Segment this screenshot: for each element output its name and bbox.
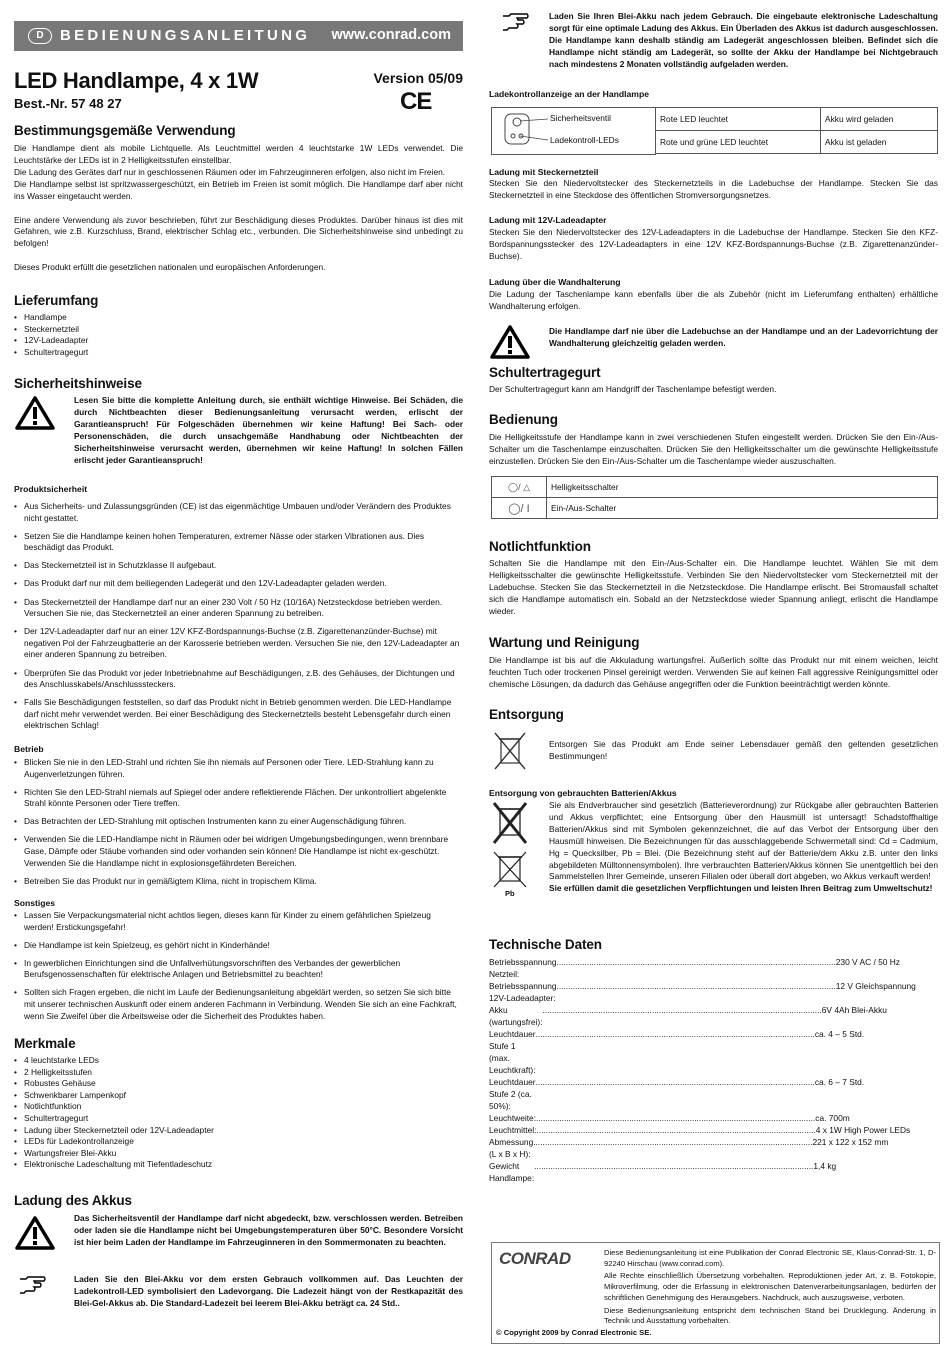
list-item: • Wartungsfreier Blei-Akku: [14, 1148, 463, 1160]
list-item: • Verwenden Sie die LED-Handlampe nicht in Räumen oder bei widrigen Umgebungsbedingungen, wenn brennbare Gase, Dämpfe oder Stäube vorhanden sind oder vorhanden sein können! Die Handlampe ist nicht ex-geschützt. Verwenden Sie die Handlampe nicht in explosionsgefährdeten Bereichen.: [14, 834, 463, 869]
tech-key: Leuchtdauer Stufe 2 (ca. 50%):: [489, 1077, 536, 1111]
tech-row: [489, 956, 900, 980]
ladung-12v-text: Stecken Sie den Niedervoltstecker des 12V-Ladeadapters in die Ladebuchse der Handlampe. Stecken Sie den KFZ-Bordspannungsstecker des 12V-Ladeadapters in eine 12V KFZ-Bordspannungs-Buchse (z.B. Zigarettenanzünder-Buchse).: [489, 227, 938, 261]
tech-value: 230 V AC / 50 Hz: [835, 957, 900, 967]
sonstiges-heading: Sonstiges: [14, 898, 56, 908]
list-item: • Robustes Gehäuse: [14, 1078, 463, 1090]
section-wartung: Wartung und Reinigung: [489, 635, 640, 650]
section-notlicht: Notlichtfunktion: [489, 539, 591, 554]
technik-list: [489, 956, 938, 1184]
list-item: • Setzen Sie die Handlampe keinen hohen Temperaturen, extremer Nässe oder starken Vibrationen aus. Dies beschädigt das Produkt.: [14, 531, 463, 554]
table-row: [492, 498, 938, 519]
table-cell: Akku wird geladen: [821, 108, 938, 131]
tech-leader: ........................................................................................................................: [556, 957, 836, 967]
list-item: • In gewerblichen Einrichtungen sind die Unfallverhütungsvorschriften des Verbandes der gewerblichen Berufsgenossenschaften für elektrische Anlagen und Betriebsmittel zu beachten!: [14, 958, 463, 981]
tech-row: [489, 1112, 850, 1124]
tech-leader: ........................................................................................................................: [533, 1137, 813, 1147]
list-item: • Die Handlampe ist kein Spielzeug, es gehört nicht in Kinderhände!: [14, 940, 463, 952]
batterien-text: Sie als Endverbraucher sind gesetzlich (Batterieverordnung) zur Rückgabe aller gebrauchten Batterien und Akkus verpflichtet; eine Entsorgung über den Hausmüll ist untersagt! Schadstoffhaltige Batterien/Akkus sind mit Symbolen gekennzeichnet, die auf das Verbot der Entsorgung über den Hausmüll hinweisen. Die Bezeichnungen für das ausschlaggebende Schwermetall sind: Cd = Cadmium, Hg = Quecksilber, Pb = Blei. (Die Bezeichnung steht auf der Batterie/dem Akku z.B. unter den links abgebildeten Mülltonnensymbolen). Ihre verbrauchten Batterien/Akkus können Sie unentgeltlich bei den Sammelstellen Ihrer Gemeinde, unseren Filialen oder überall dort abgeben, wo Akkus verkauft werden! Sie erfüllen damit die gesetzlichen Verpflichtungen und leisten Ihren Beitrag zum Umweltschutz!: [549, 800, 938, 894]
merkmale-list: [14, 1055, 463, 1171]
tech-key: Betriebsspannung Netzteil:: [489, 957, 557, 979]
tech-row: [489, 1136, 889, 1160]
tech-value: ca. 4 – 5 Std.: [814, 1029, 865, 1039]
list-item: • 4 leuchtstarke LEDs: [14, 1055, 463, 1067]
ladung-netz-text: Stecken Sie den Niedervoltstecker des Steckernetzteils in die Ladebuchse der Handlampe. Stecken Sie das Steckernetzteil in eine Steckdose des öffentlichen Stromversorgungsnetzes.: [489, 178, 938, 200]
notlicht-text: Schalten Sie die Handlampe mit den Ein-/Aus-Schalter ein. Die Handlampe leuchtet. Wählen Sie mit dem Helligkeitsschalter die gewünschte Helligkeitsstufe. Verbinden Sie den Niedervoltstecker vom Steckernetzteil mit der Ladebuchse. Stecken Sie das Steckernetzteil in die Netzsteckdose. Die Handlampe erlischt. Bei Stromausfall schaltet sich die Handlampe automatisch ein. Sobald an der Netzsteckdose wieder Spannung anliegt, erlischt die Handlampe wieder.: [489, 558, 938, 616]
list-item: • Richten Sie den LED-Strahl niemals auf Spiegel oder andere reflektierende Flächen. Der unkontrolliert abgelenkte Strahl könnte Personen oder Tiere treffen.: [14, 787, 463, 810]
tech-row: [489, 1028, 865, 1076]
list-item: • Das Produkt darf nur mit dem beiliegenden Ladegerät und den 12V-Ladeadapter geladen werden.: [14, 578, 463, 590]
tech-value: 1,4 kg: [813, 1161, 837, 1171]
betrieb-list: [14, 757, 463, 894]
crossed-bin-icon: [493, 731, 527, 771]
list-item: • Lassen Sie Verpackungsmaterial nicht achtlos liegen, dieses kann für Kinder zu einem gefährlichen Spielzeug werden! Erstickungsgefahr!: [14, 910, 463, 933]
tech-leader: ........................................................................................................................: [536, 1113, 816, 1123]
list-item: • 2 Helligkeitsstufen: [14, 1067, 463, 1079]
callout-lines: [520, 108, 550, 154]
tech-value: 4 x 1W High Power LEDs: [815, 1125, 911, 1135]
list-item: • Schwenkbarer Lampenkopf: [14, 1090, 463, 1102]
list-item: • Steckernetzteil: [14, 324, 463, 336]
label-ladekontroll-leds: Ladekontroll-LEDs: [550, 135, 619, 145]
tech-value: 6V 4Ah Blei-Akku: [821, 1005, 887, 1015]
section-entsorgung: Entsorgung: [489, 707, 564, 722]
ladekontroll-table: [655, 107, 938, 154]
tech-key: Abmessung (L x B x H):: [489, 1137, 534, 1159]
bedienung-text: Die Helligkeitsstufe der Handlampe kann in zwei verschiedenen Stufen eingestellt werden. Drücken Sie den Ein-/Aus-Schalter um die Taschenlampe einzuschalten. Drücken Sie den Helligkeitsschalter um die gewünschte Helligkeitsstufe einzustellen. Drücken Sie den Ein-/Aus-Schalter um die Taschenlampe wieder auszuschalten.: [489, 432, 938, 466]
table-cell: Helligkeitsschalter: [547, 477, 938, 498]
table-row: [656, 131, 938, 154]
ladung-wand-heading: Ladung über die Wandhalterung: [489, 277, 621, 287]
footer-box: [491, 1242, 940, 1344]
tech-key: Gewicht Handlampe:: [489, 1161, 535, 1183]
section-lieferumfang: Lieferumfang: [14, 293, 99, 308]
tech-key: Leuchtdauer Stufe 1 (max. Leuchtkraft):: [489, 1029, 536, 1075]
tech-row: [489, 980, 916, 1004]
gurt-text: Der Schultertragegurt kann am Handgriff der Taschenlampe befestigt werden.: [489, 384, 777, 394]
ladung-wand-warning: Die Handlampe darf nie über die Ladebuchse an der Handlampe und an der Ladevorrichtung der Wandhalterung gleichzeitig geladen werden.: [549, 326, 938, 348]
footer-text: Diese Bedienungsanleitung ist eine Publikation der Conrad Electronic SE, Klaus-Conrad-Str. 1, D-92240 Hirschau (www.conrad.com). Alle Rechte einschließlich Übersetzung vorbehalten. Reproduktionen jeder Art, z. B. Fotokopie, Mikroverfilmung, oder die Erfassung in elektronischen Datenverarbeitungsanlagen, bedürfen der schriftlichen Genehmigung des Herausgebers. Nachdruck, auch auszugsweise, verboten. Diese Bedienungsanleitung entspricht dem technischen Stand bei Drucklegung. Änderung in Technik und Ausstattung vorbehalten.: [604, 1248, 936, 1326]
tech-key: Leuchtweite:: [489, 1113, 537, 1123]
tech-leader: ........................................................................................................................: [535, 1077, 815, 1087]
list-item: • Ladung über Steckernetzteil oder 12V-Ladeadapter: [14, 1125, 463, 1137]
table-row: [656, 108, 938, 131]
tech-leader: ........................................................................................................................: [535, 1029, 815, 1039]
tech-value: 12 V Gleichspannung: [835, 981, 916, 991]
section-ladung: Ladung des Akkus: [14, 1193, 132, 1208]
bestimmung-text: Die Handlampe dient als mobile Lichtquelle. Als Leuchtmittel werden 4 leuchtstarke 1W LEDs verwendet. Die Leuchtstärke der LEDs ist in 2 Helligkeitsstufen einstellbar. Die Ladung des Gerätes darf nur in geschlossenen Räumen oder im Fahrzeuginneren erfolgen, also nicht im Freien. Die Handlampe selbst ist spritzwassergeschützt, ein Betrieb im Freien ist somit möglich. Die Handlampe darf aber nicht ins Wasser eingetaucht werden. Eine andere Verwendung als zuvor beschrieben, führt zur Beschädigung dieses Produktes. Darüber hinaus ist dies mit Gefahren, wie z.B. Kurzschluss, Brand, elektrischer Schlag etc., verbunden. Die Sicherheitshinweise sind unbedingt zu befolgen! Dieses Produkt erfüllt die gesetzlichen nationalen und europäischen Anforderungen.: [14, 143, 463, 273]
brightness-icon: ◯/ △: [492, 477, 547, 498]
tech-key: Betriebsspannung 12V-Ladeadapter:: [489, 981, 557, 1003]
ladekontroll-diagram: [491, 107, 656, 155]
section-sicherheit: Sicherheitshinweise: [14, 376, 142, 391]
tech-value: ca. 700m: [815, 1113, 850, 1123]
tech-leader: ........................................................................................................................: [536, 1125, 816, 1135]
list-item: • Elektronische Ladeschaltung mit Tiefentladeschutz: [14, 1159, 463, 1171]
tech-leader: ........................................................................................................................: [556, 981, 836, 991]
tech-leader: ........................................................................................................................: [542, 1005, 822, 1015]
list-item: • Das Betrachten der LED-Strahlung mit optischen Instrumenten kann zu einer Augenschädigung führen.: [14, 816, 463, 828]
ladung-netz-heading: Ladung mit Steckernetzteil: [489, 167, 599, 177]
label-sicherheitsventil: Sicherheitsventil: [550, 113, 611, 123]
pb-label: Pb: [505, 889, 515, 898]
list-item: • Sollten sich Fragen ergeben, die nicht im Laufe der Bedienungsanleitung abgeklärt werden, so setzen Sie sich bitte mit unserer technischen Auskunft oder einem anderen Fachmann in Verbindung. Wenden Sie sich an eine Fachkraft, wenn Sie Zweifel über die Arbeitsweise oder die Sicherheit des Produktes haben.: [14, 987, 463, 1022]
tech-value: 221 x 122 x 152 mm: [812, 1137, 889, 1147]
list-item: • Schultertragegurt: [14, 347, 463, 359]
ladekontroll-heading: Ladekontrollanzeige an der Handlampe: [489, 89, 649, 99]
list-item: • Blicken Sie nie in den LED-Strahl und richten Sie ihn niemals auf Personen oder Tiere. LED-Strahlung kann zu Augenverletzungen führen.: [14, 757, 463, 780]
tech-leader: ........................................................................................................................: [534, 1161, 814, 1171]
batterien-heading: Entsorgung von gebrauchten Batterien/Akkus: [489, 788, 677, 798]
list-item: • Überprüfen Sie das Produkt vor jeder Inbetriebnahme auf Beschädigungen, z.B. des Gehäuses, der Dichtungen und des Anschlusskabels/Anschlusssteckers.: [14, 668, 463, 691]
list-item: • Der 12V-Ladeadapter darf nur an einer 12V KFZ-Bordspannungs-Buchse (z.B. Zigarettenanzünder-Buchse) mit negativen Pol der Fahrzeugbatterie an der Karosserie betrieben werden. Versuchen Sie nie, den 12V-Ladeadapter an einer anderen Spannung zu betreiben.: [14, 626, 463, 661]
tech-row: [489, 1160, 837, 1184]
ladung-wand-text: Die Ladung der Taschenlampe kann ebenfalls über die als Zubehör (nicht im Lieferumfang enthalten) erhältliche Wandhalterung erfolgen.: [489, 289, 938, 311]
list-item: • LEDs für Ladekontrollanzeige: [14, 1136, 463, 1148]
list-item: • Schultertragegurt: [14, 1113, 463, 1125]
section-gurt: Schultertragegurt: [489, 365, 601, 380]
tech-key: Akku (wartungsfrei):: [489, 1005, 543, 1027]
order-number: Best.-Nr. 57 48 27: [14, 96, 122, 111]
table-cell: Rote und grüne LED leuchtet: [656, 131, 821, 154]
warning-icon: [490, 325, 530, 359]
list-item: • Betreiben Sie das Produkt nur in gemäßigtem Klima, nicht in tropischem Klima.: [14, 876, 463, 888]
table-row: [492, 477, 938, 498]
section-bestimmung: Bestimmungsgemäße Verwendung: [14, 123, 236, 138]
betrieb-heading: Betrieb: [14, 744, 44, 754]
header-title: BEDIENUNGSANLEITUNG: [60, 27, 311, 44]
list-item: • Das Steckernetzteil ist in Schutzklasse II aufgebaut.: [14, 560, 463, 572]
power-icon: ◯/ I: [492, 498, 547, 519]
section-bedienung: Bedienung: [489, 412, 558, 427]
ladung-warning: Das Sicherheitsventil der Handlampe darf nicht abgedeckt, bzw. verschlossen werden. Betreiben oder laden sie die Handlampe nicht bei Umgebungstemperaturen über 50°C. Besondere Vorsicht ist hier beim Laden der Handlampe im Fahrzeuginneren in den Sommermonaten zu beachten.: [74, 1213, 463, 1247]
tech-key: Leuchtmittel:: [489, 1125, 537, 1135]
entsorgung-text: Entsorgen Sie das Produkt am Ende seiner Lebensdauer gemäß den geltenden gesetzlichen Bestimmungen!: [549, 739, 938, 761]
table-cell: Rote LED leuchtet: [656, 108, 821, 131]
header-bar: [14, 21, 463, 51]
list-item: • Notlichtfunktion: [14, 1101, 463, 1113]
version-label: Version 05/09: [373, 70, 463, 86]
language-badge: D: [28, 28, 52, 44]
pointing-hand-icon: [18, 1275, 48, 1295]
warning-icon: [15, 1216, 55, 1250]
ladung-note: Laden Sie den Blei-Akku vor dem ersten Gebrauch vollkommen auf. Das Leuchten der Ladekontroll-LED symbolisiert den Ladevorgang. Die Ladezeit hängt von der Restkapazität des Blei-Gel-Akkus ab. Die Standard-Ladezeit bei leerem Blei-Akku beträgt ca. 24 Std..: [74, 1274, 463, 1308]
tech-row: [489, 1004, 887, 1028]
battery-bin-icon: [491, 801, 529, 845]
product-title: LED Handlampe, 4 x 1W: [14, 68, 259, 93]
list-item: • Handlampe: [14, 312, 463, 324]
sonstiges-list: [14, 910, 463, 1029]
list-item: • Falls Sie Beschädigungen feststellen, so darf das Produkt nicht in Betrieb genommen werden. Die LED-Handlampe darf nicht mehr verwendet werden. Bei einer Beschädigung des Steckernetzteils besteht Lebensgefahr durch einen elektrischen Schlag!: [14, 697, 463, 732]
sicherheit-warning: Lesen Sie bitte die komplette Anleitung durch, sie enthält wichtige Hinweise. Bei Schäden, die durch Nichtbeachten dieser Bedienungsanleitung verursacht werden, erlischt der Garantieanspruch! Für Folgeschäden übernehmen wir keine Haftung! Bei Sach- oder Personenschäden, die durch unsachgemäße Handhabung oder Nichtbeachten der Sicherheitshinweise verursacht werden, übernehmen wir keine Haftung! In solchen Fällen erlischt jeder Garantieanspruch!: [74, 395, 463, 465]
ladung-12v-heading: Ladung mit 12V-Ladeadapter: [489, 215, 607, 225]
tech-row: [489, 1124, 911, 1136]
section-merkmale: Merkmale: [14, 1036, 76, 1051]
bedienung-table: [491, 476, 938, 519]
list-item: • 12V-Ladeadapter: [14, 335, 463, 347]
produktsicherheit-list: [14, 501, 463, 739]
tech-value: ca. 6 – 7 Std.: [814, 1077, 865, 1087]
pointing-hand-icon: [501, 12, 531, 32]
header-url[interactable]: www.conrad.com: [331, 27, 451, 43]
list-item: • Aus Sicherheits- und Zulassungsgründen (CE) ist das eigenmächtige Umbauen und/oder Verändern des Produktes nicht gestattet.: [14, 501, 463, 524]
ce-mark: CE: [400, 88, 432, 115]
tech-row: [489, 1076, 865, 1112]
section-technik: Technische Daten: [489, 937, 602, 952]
produktsicherheit-heading: Produktsicherheit: [14, 484, 88, 494]
lieferumfang-list: [14, 312, 463, 358]
warning-icon: [15, 396, 55, 430]
table-cell: Akku ist geladen: [821, 131, 938, 154]
list-item: • Das Steckernetzteil der Handlampe darf nur an einer 230 Volt / 50 Hz (10/16A) Netzsteckdose betrieben werden. Versuchen Sie nie, das Steckernetzteil an einer anderen Spannung zu betreiben.: [14, 597, 463, 620]
conrad-logo: CONRAD: [499, 1249, 571, 1268]
ladung-note-2: Laden Sie Ihren Blei-Akku nach jedem Gebrauch. Die eingebaute elektronische Ladeschaltung sorgt für eine optimale Ladung des Akkus. Ein Überladen des Akkus ist dadurch ausgeschlossen. Die Handlampe kann deshalb ständig am Ladegerät angeschlossen bleiben. Befindet sich die Handlampe nicht ständig am Ladegerät, so sollte der Akku der Handlampe bei Nichtgebrauch nach mindestens 2 Monaten vollständig aufgeladen werden.: [549, 11, 938, 69]
wartung-text: Die Handlampe ist bis auf die Akkuladung wartungsfrei. Äußerlich sollte das Produkt nur mit einem weichen, leicht feuchten Tuch oder trockenen Pinsel gereinigt werden. Verwenden Sie auf keinen Fall aggressive Reinigungsmittel oder chemische Lösungen, da dadurch das Gehäuse angegriffen oder die Funktion beeinträchtigt werden könnte.: [489, 655, 938, 689]
table-cell: Ein-/Aus-Schalter: [547, 498, 938, 519]
copyright: © Copyright 2009 by Conrad Electronic SE.: [496, 1328, 652, 1337]
